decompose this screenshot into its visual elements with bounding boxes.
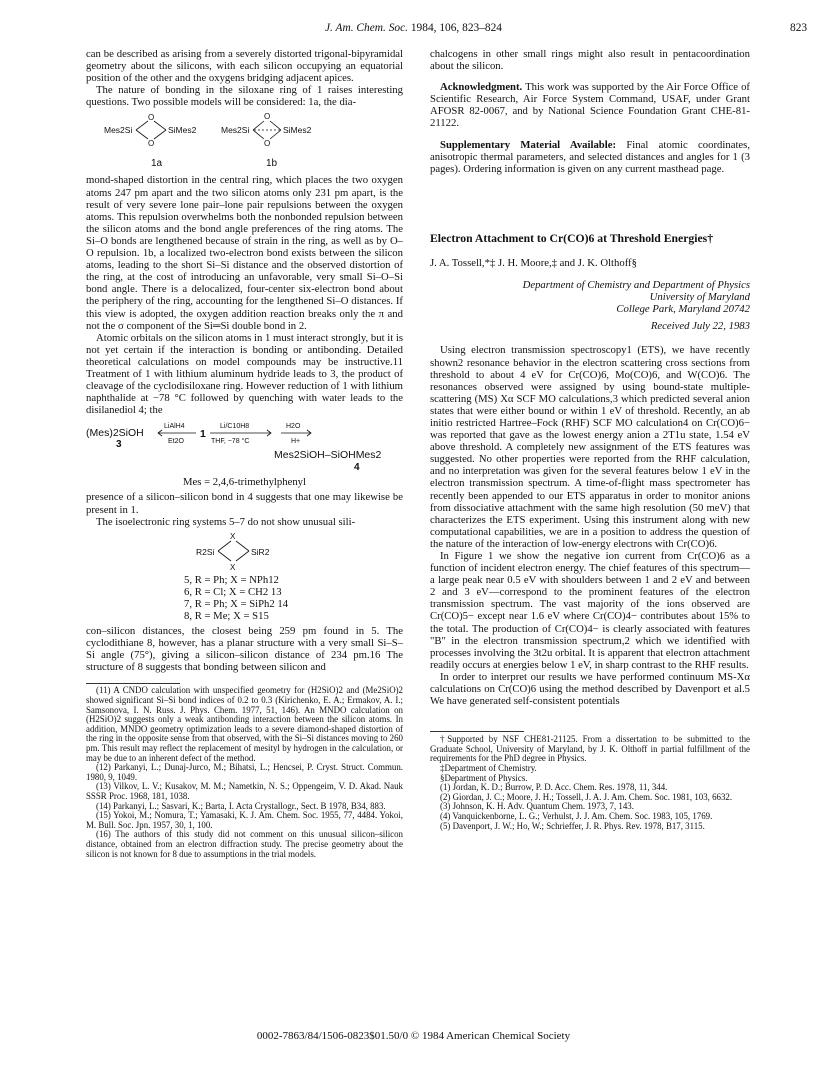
supplementary-text: Final atomic coordinates, anisotropic thermal parameters, and selected distances and angles for 1 (3 pages). Ordering information is given on any current masthead page. [430,138,750,175]
oxygen-atom: O [148,113,155,123]
footnotes [86,686,403,859]
footnote: (1) Jordan, K. D.; Burrow, P. D. Acc. Chem. Res. 1978, 11, 344. [440,782,668,793]
affiliation-line: Department of Chemistry and Department of Physics [522,279,750,292]
list-item: 8, R = Me; X = S15 [184,610,269,622]
paragraph: Atomic orbitals on the silicon atoms in 1 must interact strongly, but it is not yet certain if the interaction is bonding or antibonding. Detailed theoretical calculations on model compounds may be instructive.11 Treatment of 1 with lithium aluminum hydride leads to 3, the product of cleavage of the cyclodisiloxane ring. However reduction of 1 with lithium naphthalide at −78 °C followed by quenching with water leads to the disilanediol 4; the [86,331,403,417]
paragraph: In order to interpret our results we have performed continuum MS-Xα calculations on Cr(CO)6 using the method described by Davenport et al.5 We have generated self-consistent potentials [430,670,750,708]
structure-label: Mes2Si [104,125,133,136]
reaction-scheme [86,416,403,476]
running-header [0,22,827,38]
article-title: Electron Attachment to Cr(CO)6 at Threshold Energies† [430,231,714,245]
structure-label: SiR2 [251,546,270,557]
affiliation-line: College Park, Maryland 20742 [616,303,750,316]
journal-name: J. Am. Chem. Soc. [325,22,408,34]
paragraph: presence of a silicon–silicon bond in 4 suggests that one may likewise be present in 1. [86,491,403,516]
oxygen-atom: O [148,139,155,149]
footnotes [430,735,750,831]
paragraph: The nature of bonding in the siloxane ring of 1 raises interesting questions. Two possible models will be considered: 1a, the dia- [86,84,403,109]
footnote-rule [430,731,524,732]
received-date: Received July 22, 1983 [650,320,750,333]
footnote-rule [86,683,180,684]
reagent: Li/C10H8 [220,423,250,431]
footnote: §Department of Physics. [440,772,528,783]
structure-label: SiMes2 [283,125,312,136]
reagent: H2O [286,423,301,431]
paragraph: con–silicon distances, the closest being 259 pm found in 5. The cyclodithiane 8, however, has a planar structure with a very small Si–S–Si angle (75°), giving a silicon–silicon distance of 234 pm.16 The structure of 8 suggests that bonding between silicon and [86,625,403,674]
right-column [430,48,750,831]
list-item: 7, R = Ph; X = SiPh2 14 [184,597,289,610]
acknowledgment-label: Acknowledgment. [440,81,523,94]
footnote: ‡Department of Chemistry. [440,763,537,773]
siloxane-ring-structures [86,108,403,174]
reagent: THF, −78 °C [211,438,250,446]
paragraph: Using electron transmission spectroscopy1 (ETS), we have recently shown2 resonance behavior in the electron scattering cross sections from threshold to about 4 eV for Cr(CO)6, Mo(CO)6, and W(CO)6. The resonances observed were assigned by using bound-state multiple-scattering (MS) Xα SCF MO calculations,3 which predicted several anion states that were either bound or within 1 eV of threshold. Recently, an ab initio restricted Hartree–Fock (RHF) SCF MO calculation4 on Cr(CO)6− was reported that gave as the lowest energy anion a 2T1u state, 1.54 eV above threshold. A completely new assignment of the ETS features was suggested. No other properties were reported from the RHF calculation, and no interpretation was given for the several features below 1 eV in the electron transmission spectrum. A time-of-flight mass spectrometer has recently been appended to our ETS apparatus in order to monitor anions from dissociative attachment with the same high resolution (50 meV) that characterizes the ETS experiment. Using this instrument along with new computational capabilities, we are in a position to address the question of the nature of the interaction of low-energy electrons with Cr(CO)6. [430,344,750,550]
footnote: (11) A CNDO calculation with unspecified geometry for (H2SiO)2 and (Me2SiO)2 showed significant Si–Si bond indices of 0.2 to 0.3 (Kirichenko, E. A.; Ermakov, A. I.; Samsonova, I. N. Russ. J. Phys. Chem. 1977, 51, 146). An MNDO calculation on (H2SiO)2 suggests only a weak antibonding interaction between the silicon atoms. In addition, MNDO geometry optimization leads to a severe diamond-shaped distortion of the ring in the opposite sense from that observed, with the Si–Si distances moving to 260 pm. This result may reflect the replacement of mesityl by hydrogen in the calculation, or may be due to an inherent defect of the method. [86,685,403,763]
footnote: (4) Vanquickenborne, L. G.; Verhulst, J. J. Am. Chem. Soc. 1983, 105, 1769. [440,810,713,821]
compound-number: 1b [266,158,278,170]
footnote: (15) Yokoi, M.; Nomura, T.; Yamasaki, K. J. Am. Chem. Soc. 1955, 77, 4484. Yokoi, M. Bull. Soc. Jpn. 1957, 30, 1, 100. [86,810,403,830]
oxygen-atom: O [264,112,271,122]
compound-number: 4 [354,462,360,474]
footnote: (14) Parkanyi, L.; Sasvari, K.; Barta, I. Acta Crystallogr., Sect. B 1978, B34, 883. [96,800,386,811]
mesityl-definition: Mes = 2,4,6-trimethylphenyl [183,476,306,489]
footnote: (2) Giordan, J. C.; Moore, J. H.; Tossell, J. A. J. Am. Chem. Soc. 1981, 103, 6632. [440,791,733,802]
journal-volume-pages: 1984, 106, 823–824 [410,22,502,34]
supplementary-label: Supplementary Material Available: [440,138,617,151]
supplementary-material [430,139,750,175]
footnote: †Supported by NSF CHE81-21125. From a dissertation to be submitted to the Graduate School, University of Maryland, by J. K. Olthoff in partial fulfillment of the requirements for the PhD degree in Physics. [430,734,750,764]
paragraph: mond-shaped distortion in the central ring, which places the two oxygen atoms 247 pm apart and the two silicon atoms only 231 pm apart, is the result of very severe lone pair–lone pair repulsions between the oxygen atoms. This repulsion overwhelms both the nonbonded repulsion between the silicon atoms and the bond angle preferences of the ring atoms. The Si–O bonds are lengthened because of strain in the ring, as well as by O–O repulsion. 1b, a localized two-electron bond exists between the silicon atoms, leading to the short Si–Si distance and the observed distortion of the ring, at the cost of introducing an unfavorable, very small Si–O–Si bond angle. There is a delocalized, four-center six-electron bond about the periphery of the ring, accounting for the lengthened Si–O distances. If this view is adopted, the oxygen addition reaction breaks only the π and not the σ component of the Si═Si double bond in 2. [86,174,403,332]
ring-system-structure [86,528,403,574]
footnote: (16) The authors of this study did not comment on this unusual silicon–silicon distance, obtained from an electron diffraction study. The precise geometry about the silicon is not known for 8 due to assumptions in the trial models. [86,829,403,859]
paragraph: can be described as arising from a severely distorted trigonal-bipyramidal geometry about the silicons, with each silicon occupying an equatorial position of the other and the oxygens bridging adjacent apices. [86,48,403,85]
footnote: (3) Johnson, K. H. Adv. Quantum Chem. 1973, 7, 143. [440,801,634,812]
page-number: 823 [790,22,808,34]
footnote: (13) Vilkov, L. V.; Kusakov, M. M.; Nametkin, N. S.; Oppengeim, V. D. Akad. Nauk SSSR Proc. 1968, 181, 1038. [86,781,403,801]
compound-number: 1 [200,428,206,441]
list-item: 5, R = Ph; X = NPh12 [184,573,279,586]
structure-label: R2Si [196,546,215,557]
left-column [86,48,403,859]
list-item: 6, R = Cl; X = CH2 13 [184,585,282,598]
affiliation-line: University of Maryland [649,291,750,304]
footnote: (5) Davenport, J. W.; Ho, W.; Schrieffer, J. R. Phys. Rev. 1978, B17, 3115. [440,820,705,831]
affiliation [430,279,750,315]
compound-list [86,574,403,622]
reagent: H+ [291,438,301,446]
reagent: Et2O [168,438,184,446]
page-footer: 0002-7863/84/1506-0823$01.50/0 © 1984 American Chemical Society [256,1030,571,1042]
paragraph: chalcogens in other small rings might also result in pentacoordination about the silicon. [430,48,750,73]
paragraph: In Figure 1 we show the negative ion current from Cr(CO)6 as a function of incident electron energy. The chief features of this spectrum—a large peak near 0.5 eV with shoulders between 1 and 2 eV and between 2 and 3 eV—correspond to the prominent features of the electron transmission spectrum. The vast majority of the ions observed are Cr(CO)5− except near 1.6 eV where Cr(CO)4− contributes about 15% to the total. The production of Cr(CO)4− is clearly associated with features "B" in the electron transmission spectrum,2 which we identified with processes involving the 3t2u orbital. It is apparent that electron attachment readily occurs at energies below 1 eV, in sharp contrast to the RHF results. [430,550,750,671]
ring-atom-x: X [230,531,236,541]
compound-number: 1a [151,158,163,170]
acknowledgment-text: This work was supported by the Air Force Office of Scientific Research, Air Force System Command, USAF, under Grant AFOSR 82-0067, and by National Science Foundation Grant CHE-81-21122. [430,81,750,130]
authors: J. A. Tossell,*‡ J. H. Moore,‡ and J. K. Olthoff§ [430,256,637,269]
footnote: (12) Parkanyi, L.; Dunaj-Jurco, M.; Bihatsi, L.; Hencsei, P. Cryst. Struct. Commun. 1980, 9, 1049. [86,762,403,782]
product-4: Mes2SiOH–SiOHMes2 [274,449,382,462]
compound-number: 3 [116,439,122,451]
ring-atom-x: X [230,562,236,572]
structure-label: SiMes2 [168,125,197,136]
oxygen-atom: O [264,139,271,149]
reactant-3: (Mes)2SiOH [86,427,144,440]
paragraph: The isoelectronic ring systems 5–7 do not show unusual sili- [96,515,356,528]
acknowledgment [430,81,750,129]
reagent: LiAlH4 [164,423,185,431]
structure-label: Mes2Si [221,125,250,136]
